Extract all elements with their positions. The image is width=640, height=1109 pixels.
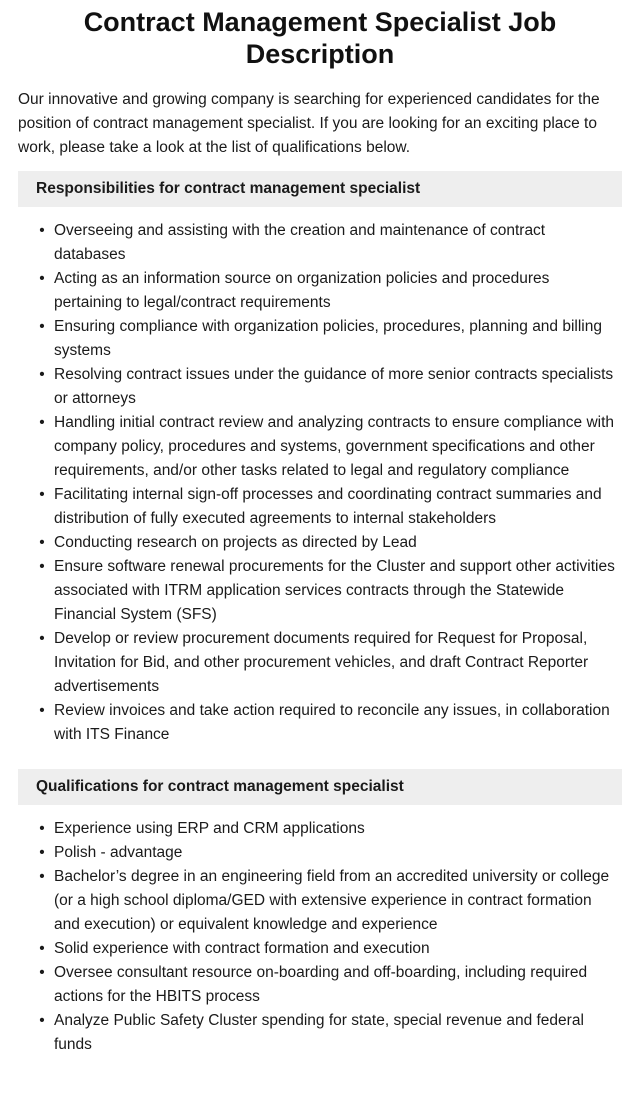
- list-item-text: Oversee consultant resource on-boarding and off-boarding, including required actions for the HBITS process: [54, 964, 588, 1005]
- list-item: [18, 865, 622, 937]
- bullet-icon: •: [39, 1012, 45, 1029]
- responsibilities-heading: Responsibilities for contract management specialist: [18, 171, 622, 207]
- list-item-text: Overseeing and assisting with the creation and maintenance of contract databases: [54, 222, 546, 263]
- list-item: [18, 937, 622, 961]
- bullet-icon: •: [39, 702, 45, 719]
- bullet-icon: •: [39, 318, 45, 335]
- list-item-text: Conducting research on projects as directed by Lead: [54, 534, 417, 551]
- bullet-icon: •: [39, 222, 45, 239]
- list-item-text: Resolving contract issues under the guidance of more senior contracts specialists or attorneys: [54, 366, 614, 407]
- bullet-icon: •: [39, 414, 45, 431]
- bullet-icon: •: [39, 820, 45, 837]
- bullet-icon: •: [39, 534, 45, 551]
- list-item: [18, 363, 622, 411]
- list-item: [18, 267, 622, 315]
- list-item-text: Acting as an information source on organization policies and procedures pertaining to legal/contract requirements: [54, 270, 550, 311]
- responsibilities-list: [18, 219, 622, 747]
- bullet-icon: •: [39, 868, 45, 885]
- list-item-text: Handling initial contract review and analyzing contracts to ensure compliance with company policy, procedures and systems, government specifications and other requirements, and/or other tasks related to legal and regulatory compliance: [54, 414, 615, 479]
- bullet-icon: •: [39, 558, 45, 575]
- list-item: [18, 315, 622, 363]
- list-item-text: Experience using ERP and CRM applications: [54, 820, 365, 837]
- list-item: [18, 219, 622, 267]
- list-item-text: Solid experience with contract formation and execution: [54, 940, 430, 957]
- list-item: [18, 531, 622, 555]
- bullet-icon: •: [39, 964, 45, 981]
- list-item-text: Bachelor’s degree in an engineering field from an accredited university or college (or a high school diploma/GED with extensive experience in contract formation and execution) or equivalent knowledge and experience: [54, 868, 610, 933]
- list-item: [18, 699, 622, 747]
- bullet-icon: •: [39, 366, 45, 383]
- list-item-text: Ensure software renewal procurements for the Cluster and support other activities associated with ITRM application services contracts through the Statewide Financial System (SFS): [54, 558, 615, 623]
- list-item: [18, 411, 622, 483]
- bullet-icon: •: [39, 844, 45, 861]
- list-item: [18, 817, 622, 841]
- list-item: [18, 841, 622, 865]
- page-title: Contract Management Specialist Job Description: [83, 7, 557, 69]
- bullet-icon: •: [39, 630, 45, 647]
- list-item: [18, 961, 622, 1009]
- list-item-text: Polish - advantage: [54, 844, 183, 861]
- list-item: [18, 555, 622, 627]
- bullet-icon: •: [39, 270, 45, 287]
- list-item-text: Develop or review procurement documents required for Request for Proposal, Invitation for Bid, and other procurement vehicles, and draft Contract Reporter advertisements: [54, 630, 589, 695]
- bullet-icon: •: [39, 486, 45, 503]
- list-item: [18, 627, 622, 699]
- qualifications-heading: Qualifications for contract management specialist: [18, 769, 622, 805]
- bullet-icon: •: [39, 940, 45, 957]
- list-item: [18, 1009, 622, 1057]
- list-item-text: Analyze Public Safety Cluster spending for state, special revenue and federal funds: [54, 1012, 584, 1053]
- intro-paragraph: Our innovative and growing company is searching for experienced candidates for the position of contract management specialist. If you are looking for an exciting place to work, please take a look at the list of qualifications below.: [18, 91, 600, 156]
- list-item-text: Facilitating internal sign-off processes and coordinating contract summaries and distribution of fully executed agreements to internal stakeholders: [54, 486, 602, 527]
- list-item-text: Review invoices and take action required to reconcile any issues, in collaboration with ITS Finance: [54, 702, 610, 743]
- list-item: [18, 483, 622, 531]
- qualifications-list: [18, 817, 622, 1057]
- list-item-text: Ensuring compliance with organization policies, procedures, planning and billing systems: [54, 318, 602, 359]
